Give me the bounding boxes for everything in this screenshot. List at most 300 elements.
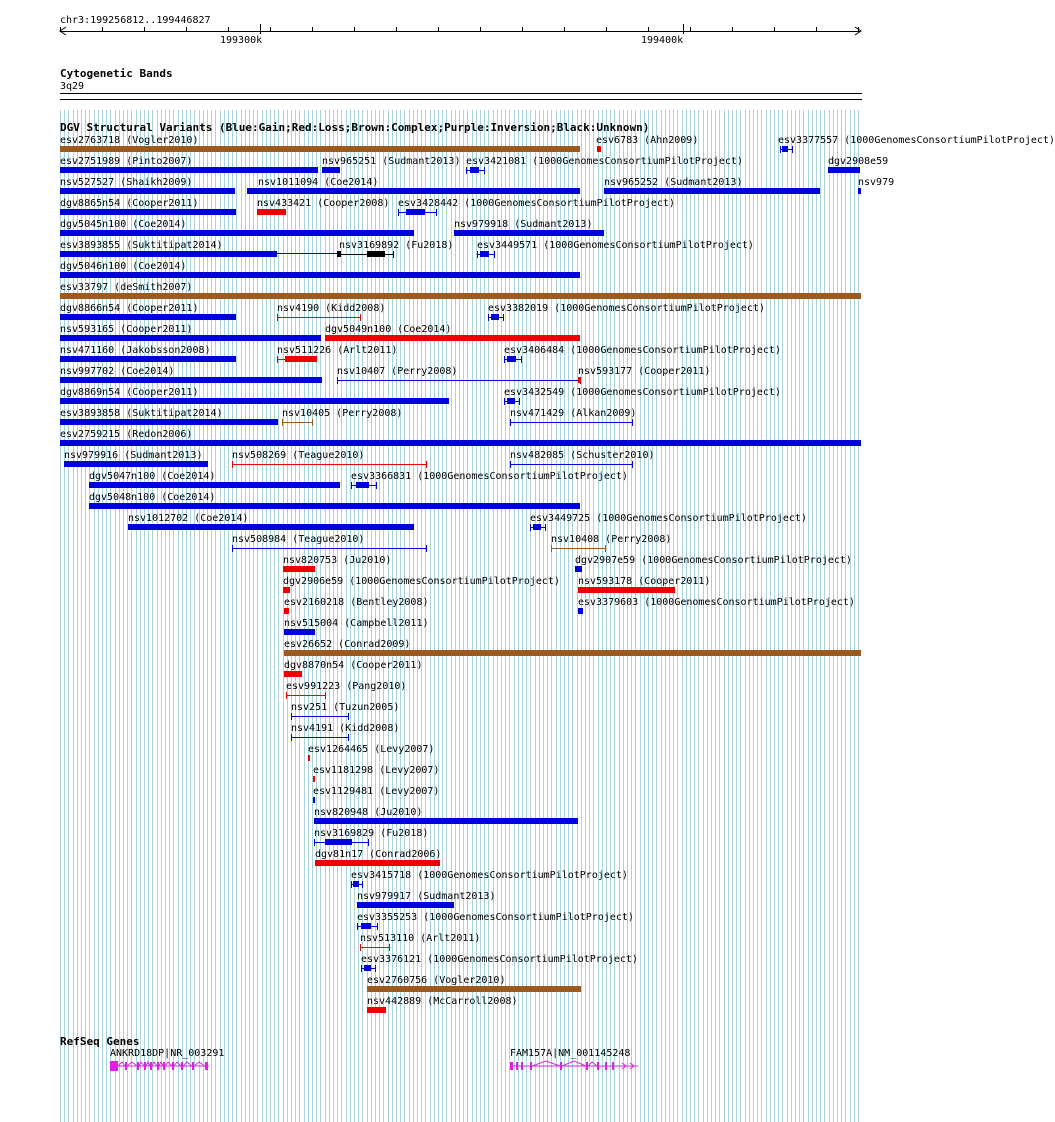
variant-bar[interactable] <box>367 1007 386 1013</box>
variant-label[interactable]: nsv593177 (Cooper2011) <box>578 366 711 377</box>
variant-label[interactable]: esv3893855 (Suktitipat2014) <box>60 240 223 251</box>
variant-label[interactable]: nsv979917 (Sudmant2013) <box>357 891 496 902</box>
gridline <box>472 110 473 1122</box>
variant-line[interactable] <box>510 464 632 465</box>
variant-label[interactable]: esv26652 (Conrad2009) <box>284 639 411 650</box>
variant-bar[interactable] <box>314 818 578 824</box>
gridline <box>329 110 330 1122</box>
gridline <box>262 110 263 1122</box>
variant-bar[interactable] <box>313 797 315 803</box>
variant-label[interactable]: dgv2907e59 (1000GenomesConsortiumPilotProject) <box>575 555 852 566</box>
variant-label[interactable]: nsv471429 (Alkan2009) <box>510 408 637 419</box>
gridline <box>266 110 267 1122</box>
variant-bar[interactable] <box>60 419 278 425</box>
gridline <box>325 110 326 1122</box>
gridline <box>383 110 384 1122</box>
variant-label[interactable]: nsv1012702 (Coe2014) <box>128 513 249 524</box>
variant-label[interactable]: nsv251 (Tuzun2005) <box>291 702 400 713</box>
variant-bar[interactable] <box>60 209 236 215</box>
gene-fam157a[interactable] <box>510 1061 638 1070</box>
gridline <box>308 110 309 1122</box>
variant-label[interactable]: nsv442889 (McCarroll2008) <box>367 996 518 1007</box>
variant-bar[interactable] <box>283 566 315 572</box>
variant-block <box>533 524 541 530</box>
variant-label[interactable]: nsv10407 (Perry2008) <box>337 366 458 377</box>
variant-label[interactable]: esv3415718 (1000GenomesConsortiumPilotProject) <box>351 870 628 881</box>
gridline <box>245 110 246 1122</box>
variant-bar[interactable] <box>284 629 315 635</box>
ruler-minor-tick <box>102 27 103 31</box>
gridline <box>816 110 817 1122</box>
gridline <box>362 110 363 1122</box>
variant-label[interactable]: dgv8870n54 (Cooper2011) <box>284 660 423 671</box>
variant-label[interactable]: esv3376121 (1000GenomesConsortiumPilotProject) <box>361 954 638 965</box>
gridline <box>648 110 649 1122</box>
variant-line-start <box>351 482 352 489</box>
gridline <box>413 110 414 1122</box>
variant-bar[interactable] <box>128 524 414 530</box>
variant-bar[interactable] <box>60 398 449 404</box>
variant-label[interactable]: nsv965252 (Sudmant2013) <box>604 177 743 188</box>
variant-label[interactable]: esv3432549 (1000GenomesConsortiumPilotProject) <box>504 387 781 398</box>
ruler-minor-tick <box>438 27 439 31</box>
dgv-track-title[interactable]: DGV Structural Variants (Blue:Gain;Red:Loss;Brown:Complex;Purple:Inversion;Black:Unknown) <box>60 121 650 134</box>
gridline <box>312 110 313 1122</box>
variant-line[interactable] <box>510 422 632 423</box>
gridline <box>505 110 506 1122</box>
ruler-minor-tick <box>816 27 817 31</box>
gridline <box>551 110 552 1122</box>
variant-line-start <box>360 944 361 951</box>
gridline <box>766 110 767 1122</box>
variant-bar[interactable] <box>60 167 318 173</box>
gridline <box>824 110 825 1122</box>
gridline <box>388 110 389 1122</box>
gridline <box>476 110 477 1122</box>
variant-line-end <box>521 356 522 363</box>
variant-bar[interactable] <box>60 314 236 320</box>
gridline <box>220 110 221 1122</box>
gridline <box>194 110 195 1122</box>
variant-label[interactable]: nsv10405 (Perry2008) <box>282 408 403 419</box>
variant-label[interactable]: nsv10408 (Perry2008) <box>551 534 672 545</box>
variant-line-end <box>393 251 394 258</box>
variant-line-start <box>551 545 552 552</box>
variant-line-start <box>314 839 315 846</box>
gridline <box>728 110 729 1122</box>
gridline <box>274 110 275 1122</box>
gridline <box>446 110 447 1122</box>
gridline <box>518 110 519 1122</box>
ruler-minor-tick <box>228 27 229 31</box>
variant-label[interactable]: nsv820753 (Ju2010) <box>283 555 392 566</box>
variant-bar[interactable] <box>283 587 290 593</box>
ruler-minor-tick <box>60 27 61 31</box>
gridline <box>715 110 716 1122</box>
gridline <box>224 110 225 1122</box>
gridline <box>409 110 410 1122</box>
variant-label[interactable]: nsv482085 (Schuster2010) <box>510 450 655 461</box>
gridline <box>581 110 582 1122</box>
variant-line[interactable] <box>232 464 426 465</box>
gridline <box>199 110 200 1122</box>
gridline <box>241 110 242 1122</box>
gridline <box>707 110 708 1122</box>
gridline <box>841 110 842 1122</box>
gridline <box>669 110 670 1122</box>
variant-line[interactable] <box>277 317 360 318</box>
variant-label[interactable]: esv3382019 (1000GenomesConsortiumPilotProject) <box>488 303 765 314</box>
gridline <box>589 110 590 1122</box>
gridline <box>459 110 460 1122</box>
variant-bar[interactable] <box>60 440 861 446</box>
gene-label-fam157a: FAM157A|NM_001145248 <box>510 1048 631 1059</box>
variant-label[interactable]: nsv4191 (Kidd2008) <box>291 723 400 734</box>
variant-label[interactable]: esv1181298 (Levy2007) <box>313 765 440 776</box>
variant-bar[interactable] <box>60 335 321 341</box>
variant-label[interactable]: dgv8865n54 (Cooper2011) <box>60 198 199 209</box>
ruler-minor-tick <box>690 27 691 31</box>
variant-label[interactable]: esv1264465 (Levy2007) <box>308 744 435 755</box>
gridline <box>526 110 527 1122</box>
gridline <box>627 110 628 1122</box>
variant-bar[interactable] <box>60 272 580 278</box>
variant-bar[interactable] <box>60 146 580 152</box>
gridline <box>341 110 342 1122</box>
variant-label[interactable]: esv2760756 (Vogler2010) <box>367 975 506 986</box>
variant-label[interactable]: nsv511226 (Arlt2011) <box>277 345 398 356</box>
variant-label[interactable]: esv1129481 (Levy2007) <box>313 786 440 797</box>
variant-line-start <box>398 209 399 216</box>
variant-line-end <box>632 461 633 468</box>
variant-line-end <box>375 965 376 972</box>
variant-line-end <box>362 881 363 888</box>
gridline <box>421 110 422 1122</box>
gridline <box>782 110 783 1122</box>
variant-label[interactable]: esv2763718 (Vogler2010) <box>60 135 199 146</box>
gridline <box>635 110 636 1122</box>
gridline <box>837 110 838 1122</box>
variant-label[interactable]: dgv2906e59 (1000GenomesConsortiumPilotProject) <box>283 576 560 587</box>
variant-line-end <box>545 524 546 531</box>
gridline <box>203 110 204 1122</box>
variant-connector <box>277 253 341 254</box>
variant-bar[interactable] <box>828 167 860 173</box>
cytoband-track-title[interactable]: Cytogenetic Bands <box>60 67 173 80</box>
variant-bar[interactable] <box>313 776 315 782</box>
gridline <box>698 110 699 1122</box>
ruler-major-tick <box>260 24 261 34</box>
gridline <box>346 110 347 1122</box>
variant-line[interactable] <box>291 716 348 717</box>
gridline <box>350 110 351 1122</box>
ruler-minor-tick <box>564 27 565 31</box>
gridline <box>215 110 216 1122</box>
gridline <box>602 110 603 1122</box>
variant-label[interactable]: nsv3169829 (Fu2018) <box>314 828 429 839</box>
variant-line-start <box>504 398 505 405</box>
variant-block <box>356 482 369 488</box>
gridline <box>539 110 540 1122</box>
gridline <box>396 110 397 1122</box>
variant-label[interactable]: nsv593165 (Cooper2011) <box>60 324 193 335</box>
variant-label[interactable]: nsv513110 (Arlt2011) <box>360 933 481 944</box>
gridline <box>845 110 846 1122</box>
variant-block <box>507 356 516 362</box>
gene-ankrd18dp[interactable] <box>110 1061 209 1071</box>
refseq-track-title[interactable]: RefSeq Genes <box>60 1035 140 1048</box>
gridline <box>572 110 573 1122</box>
variant-bar[interactable] <box>284 650 861 656</box>
variant-line-end <box>519 398 520 405</box>
variant-line-start <box>488 314 489 321</box>
variant-bar[interactable] <box>60 377 322 383</box>
gridline <box>430 110 431 1122</box>
gridline <box>778 110 779 1122</box>
ruler-minor-tick <box>144 27 145 31</box>
variant-label[interactable]: esv3406484 (1000GenomesConsortiumPilotProject) <box>504 345 781 356</box>
variant-bar[interactable] <box>284 671 302 677</box>
variant-bar[interactable] <box>367 986 581 992</box>
variant-label[interactable]: dgv2908e59 <box>828 156 889 167</box>
variant-line[interactable] <box>360 947 389 948</box>
variant-bar[interactable] <box>578 608 583 614</box>
gridline <box>745 110 746 1122</box>
variant-label[interactable]: nsv1011094 (Coe2014) <box>258 177 379 188</box>
gridline <box>812 110 813 1122</box>
gridline <box>417 110 418 1122</box>
variant-label[interactable]: nsv508269 (Teague2010) <box>232 450 365 461</box>
gridline <box>278 110 279 1122</box>
variant-label[interactable]: esv33797 (deSmith2007) <box>60 282 193 293</box>
variant-label[interactable]: nsv979 <box>858 177 895 188</box>
ruler-minor-tick <box>606 27 607 31</box>
variant-label[interactable]: esv2759215 (Redon2006) <box>60 429 193 440</box>
variant-bar[interactable] <box>64 461 208 467</box>
gridline <box>257 110 258 1122</box>
variant-label[interactable]: dgv5045n100 (Coe2014) <box>60 219 187 230</box>
gridline <box>236 110 237 1122</box>
variant-bar[interactable] <box>578 587 675 593</box>
cytoband-rule-bottom <box>60 99 862 100</box>
variant-bar[interactable] <box>60 230 414 236</box>
variant-bar[interactable] <box>604 188 820 194</box>
variant-label[interactable]: dgv5048n100 (Coe2014) <box>89 492 216 503</box>
variant-label[interactable]: dgv5049n100 (Coe2014) <box>325 324 452 335</box>
gridline <box>585 110 586 1122</box>
variant-label[interactable]: esv3428442 (1000GenomesConsortiumPilotProject) <box>398 198 675 209</box>
gridline <box>787 110 788 1122</box>
gridline <box>316 110 317 1122</box>
variant-line-end <box>376 482 377 489</box>
variant-label[interactable]: nsv527527 (Shaikh2009) <box>60 177 193 188</box>
variant-bar[interactable] <box>60 356 236 362</box>
gridline <box>829 110 830 1122</box>
gridline <box>703 110 704 1122</box>
variant-label[interactable]: nsv508984 (Teague2010) <box>232 534 365 545</box>
variant-label[interactable]: nsv3169892 (Fu2018) <box>339 240 454 251</box>
variant-label[interactable]: esv6783 (Ahn2009) <box>596 135 699 146</box>
gridline <box>770 110 771 1122</box>
gridline <box>690 110 691 1122</box>
variant-label[interactable]: nsv997702 (Coe2014) <box>60 366 175 377</box>
variant-line-start <box>291 734 292 741</box>
variant-label[interactable]: nsv471160 (Jakobsson2008) <box>60 345 211 356</box>
variant-bar[interactable] <box>60 293 861 299</box>
variant-label[interactable]: esv2751989 (Pinto2007) <box>60 156 193 167</box>
gridline <box>379 110 380 1122</box>
variant-line[interactable] <box>286 695 325 696</box>
variant-label[interactable]: dgv5047n100 (Coe2014) <box>89 471 216 482</box>
variant-bar[interactable] <box>257 209 286 215</box>
ruler-minor-tick <box>270 27 271 31</box>
variant-bar[interactable] <box>89 503 580 509</box>
variant-label[interactable]: nsv820948 (Ju2010) <box>314 807 423 818</box>
variant-line-start <box>232 545 233 552</box>
variant-line-start <box>277 356 278 363</box>
variant-block <box>507 398 515 404</box>
variant-label[interactable]: esv3893858 (Suktitipat2014) <box>60 408 223 419</box>
variant-label[interactable]: esv2160218 (Bentley2008) <box>284 597 429 608</box>
variant-block <box>470 167 479 173</box>
variant-bar[interactable] <box>357 902 454 908</box>
variant-block <box>364 965 371 971</box>
gridline <box>295 110 296 1122</box>
variant-bar[interactable] <box>308 755 310 761</box>
gridline <box>320 110 321 1122</box>
variant-line-end <box>348 734 349 741</box>
gridline <box>291 110 292 1122</box>
variant-label[interactable]: nsv515004 (Campbell2011) <box>284 618 429 629</box>
gridline <box>228 110 229 1122</box>
gridline <box>207 110 208 1122</box>
variant-line[interactable] <box>291 737 348 738</box>
variant-label[interactable]: esv3366831 (1000GenomesConsortiumPilotProject) <box>351 471 628 482</box>
gridline <box>358 110 359 1122</box>
variant-label[interactable]: dgv8869n54 (Cooper2011) <box>60 387 199 398</box>
gridline <box>593 110 594 1122</box>
variant-label[interactable]: dgv81n17 (Conrad2006) <box>315 849 442 860</box>
ruler-minor-tick <box>648 27 649 31</box>
gridline <box>568 110 569 1122</box>
ruler-minor-tick <box>312 27 313 31</box>
variant-label[interactable]: esv3377557 (1000GenomesConsortiumPilotProject) <box>778 135 1055 146</box>
variant-label[interactable]: nsv433421 (Cooper2008) <box>257 198 390 209</box>
variant-label[interactable]: esv3449725 (1000GenomesConsortiumPilotProject) <box>530 513 807 524</box>
ruler-minor-tick <box>354 27 355 31</box>
variant-bar[interactable] <box>578 377 581 383</box>
variant-label[interactable]: esv3449571 (1000GenomesConsortiumPilotProject) <box>477 240 754 251</box>
gridline <box>425 110 426 1122</box>
variant-line-end <box>348 713 349 720</box>
variant-line-end <box>632 419 633 426</box>
ruler-minor-tick <box>732 27 733 31</box>
variant-label[interactable]: nsv979916 (Sudmant2013) <box>64 450 203 461</box>
variant-line-start <box>337 377 338 384</box>
gridline <box>451 110 452 1122</box>
gridline <box>757 110 758 1122</box>
gridline <box>497 110 498 1122</box>
gridline <box>598 110 599 1122</box>
gridline <box>619 110 620 1122</box>
variant-bar[interactable] <box>454 230 604 236</box>
variant-line-end <box>792 146 793 153</box>
variant-line-end <box>325 692 326 699</box>
gridline <box>392 110 393 1122</box>
variant-block <box>367 251 385 257</box>
gridline <box>799 110 800 1122</box>
gridline <box>434 110 435 1122</box>
variant-bar[interactable] <box>284 608 289 614</box>
variant-block <box>325 839 352 845</box>
variant-line-start <box>477 251 478 258</box>
ruler-minor-tick <box>480 27 481 31</box>
variant-bar[interactable] <box>575 566 582 572</box>
cytoband-label: 3q29 <box>60 81 85 92</box>
variant-label[interactable]: esv3421081 (1000GenomesConsortiumPilotProject) <box>466 156 743 167</box>
gridline <box>661 110 662 1122</box>
gridline <box>190 110 191 1122</box>
variant-label[interactable]: nsv965251 (Sudmant2013) <box>322 156 461 167</box>
variant-label[interactable]: dgv5046n100 (Coe2014) <box>60 261 187 272</box>
gridline <box>287 110 288 1122</box>
gridline <box>522 110 523 1122</box>
variant-line-end <box>605 545 606 552</box>
variant-line-end <box>494 251 495 258</box>
gridline <box>724 110 725 1122</box>
variant-bar[interactable] <box>60 251 277 257</box>
gridline <box>795 110 796 1122</box>
variant-bar[interactable] <box>325 335 580 341</box>
variant-line-start <box>466 167 467 174</box>
variant-line-end <box>484 167 485 174</box>
variant-line[interactable] <box>282 422 312 423</box>
variant-label[interactable]: nsv593178 (Cooper2011) <box>578 576 711 587</box>
variant-bar[interactable] <box>60 188 235 194</box>
gridline <box>211 110 212 1122</box>
variant-line-end <box>426 545 427 552</box>
variant-line[interactable] <box>232 548 426 549</box>
variant-line-start <box>510 461 511 468</box>
gridline <box>333 110 334 1122</box>
variant-label[interactable]: esv3379603 (1000GenomesConsortiumPilotProject) <box>578 597 855 608</box>
ruler-minor-tick <box>186 27 187 31</box>
variant-label[interactable]: esv991223 (Pang2010) <box>286 681 407 692</box>
gridline <box>711 110 712 1122</box>
gridline <box>543 110 544 1122</box>
variant-bar[interactable] <box>858 188 861 194</box>
variant-line-end <box>436 209 437 216</box>
gridline <box>400 110 401 1122</box>
variant-bar[interactable] <box>322 167 340 173</box>
variant-line-start <box>530 524 531 531</box>
variant-bar[interactable] <box>315 860 440 866</box>
variant-bar[interactable] <box>89 482 340 488</box>
gridline <box>564 110 565 1122</box>
variant-bar[interactable] <box>597 146 601 152</box>
gene-label-ankrd18dp: ANKRD18DP|NR_003291 <box>110 1048 225 1059</box>
variant-label[interactable]: esv3355253 (1000GenomesConsortiumPilotProject) <box>357 912 634 923</box>
variant-label[interactable]: dgv8866n54 (Cooper2011) <box>60 303 199 314</box>
variant-line[interactable] <box>551 548 605 549</box>
variant-label[interactable]: nsv4190 (Kidd2008) <box>277 303 386 314</box>
variant-label[interactable]: nsv979918 (Sudmant2013) <box>454 219 593 230</box>
variant-line[interactable] <box>337 380 580 381</box>
ruler-arrows <box>0 0 890 50</box>
variant-line-end <box>426 461 427 468</box>
gridline <box>694 110 695 1122</box>
variant-bar[interactable] <box>247 188 580 194</box>
